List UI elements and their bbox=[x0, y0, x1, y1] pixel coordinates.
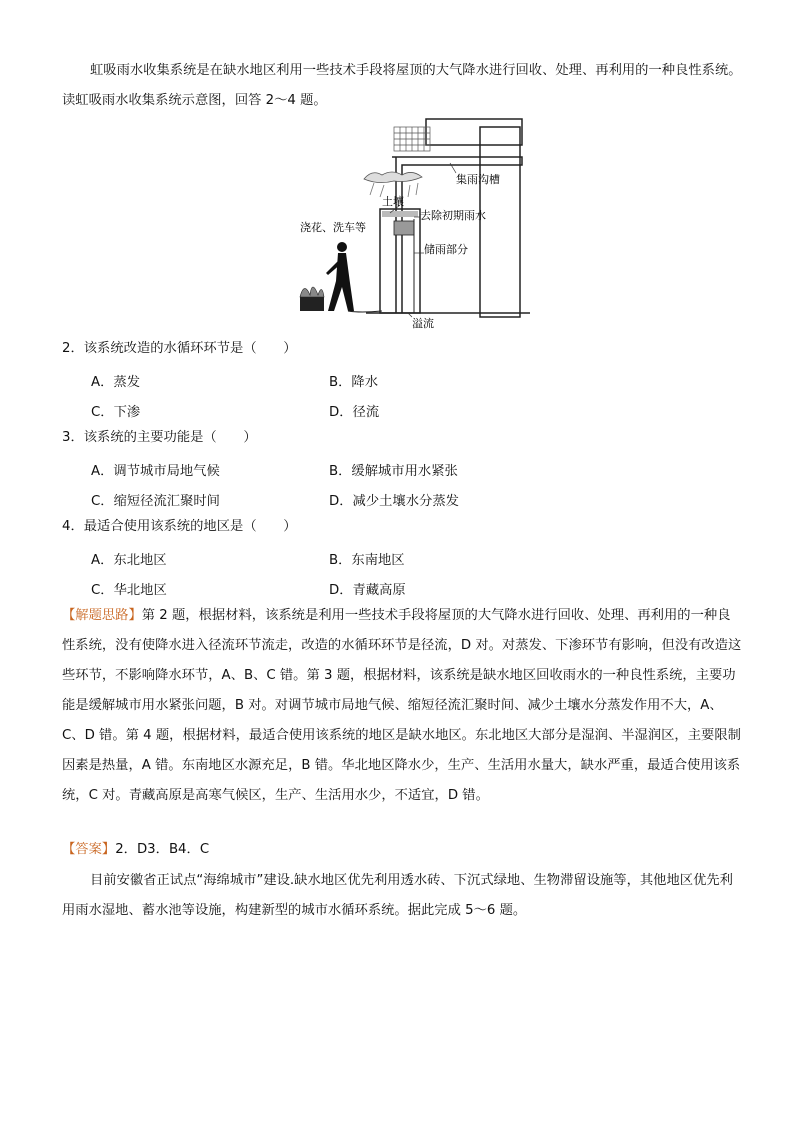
soil-layer bbox=[382, 211, 418, 217]
q2-option-b: B．降水 bbox=[329, 375, 379, 390]
answer-line bbox=[62, 835, 209, 865]
q4-option-b: B．东南地区 bbox=[329, 553, 405, 568]
label-soil: 土壤 bbox=[382, 195, 404, 208]
label-watering: 浇花、洗车等 bbox=[300, 221, 366, 234]
answer-label: 【答案】 bbox=[62, 842, 116, 857]
parapet bbox=[426, 119, 522, 145]
q3-option-a: A．调节城市局地气候 bbox=[91, 464, 220, 479]
roof-grid bbox=[394, 127, 430, 151]
q2-option-a: A．蒸发 bbox=[91, 375, 140, 390]
q3-option-b: B．缓解城市用水紧张 bbox=[329, 464, 458, 479]
flower-pot bbox=[300, 287, 324, 311]
q4-option-a: A．东北地区 bbox=[91, 553, 167, 568]
question-4-stem: 4．最适合使用该系统的地区是（ ） bbox=[62, 519, 297, 534]
rainwater-system-figure bbox=[290, 113, 550, 333]
label-gutter: 集雨沟槽 bbox=[456, 173, 500, 186]
q2-option-c: C．下渗 bbox=[91, 405, 141, 420]
q4-option-c: C．华北地区 bbox=[91, 583, 167, 598]
rain-gutter bbox=[392, 157, 522, 167]
intro2-paragraph: 目前安徽省正试点“海绵城市”建设.缺水地区优先利用透水砖、下沉式绿地、生物滞留设施等，其他地区优先利用雨水湿地、蓄水池等设施，构建新型的城市水循环系统。据此完成 5～6 题。 bbox=[62, 873, 733, 918]
label-first-flush: 去除初期雨水 bbox=[420, 209, 486, 222]
filter-box bbox=[394, 221, 414, 235]
q4-option-d: D．青藏高原 bbox=[329, 583, 406, 598]
q3-option-d: D．减少土壤水分蒸发 bbox=[329, 494, 459, 509]
q3-option-c: C．缩短径流汇聚时间 bbox=[91, 494, 220, 509]
q2-option-d: D．径流 bbox=[329, 405, 380, 420]
question-2-stem: 2．该系统改造的水循环环节是（ ） bbox=[62, 341, 297, 356]
question-3-stem: 3．该系统的主要功能是（ ） bbox=[62, 430, 257, 445]
analysis-label: 【解题思路】 bbox=[62, 608, 142, 623]
answer-text: 2．D3．B4．C bbox=[115, 842, 210, 857]
water-hose bbox=[348, 311, 382, 312]
analysis-text: 第 2 题，根据材料，该系统是利用一些技术手段将屋顶的大气降水进行回收、处理、再利用的一种良性系统，没有使降水进入径流环节流走，改造的水循环环节是径流，D 对。对蒸发、下渗环节有影响，但没有改造这些环节，不影响降水环节，A、B、C 错。第 3 题，根据材料，该系统是缺水地区回收雨水的一种良性系统，主要功能是缓解城市用水紧张问题，B 对。对调节城市局地气候、缩短径流汇聚时间、减少土壤水分蒸发作用不大，A、C、D 错。第 4 题，根据材料，最适合使用该系统的地区是缺水地区。东北地区大部分是湿润、半湿润区，主要限制因素是热量，A 错。东南地区水源充足，B 错。华北地区降水少，生产、生活用水量大，缺水严重，最适合使用该系统，C 对。青藏高原是高寒气候区，生产、生活用水少，不适宜，D 错。 bbox=[62, 608, 742, 803]
analysis-paragraph bbox=[62, 601, 742, 811]
building-wall bbox=[480, 127, 520, 317]
label-overflow: 溢流 bbox=[412, 317, 434, 330]
person-watering bbox=[326, 242, 354, 311]
intro-paragraph: 虹吸雨水收集系统是在缺水地区利用一些技术手段将屋顶的大气降水进行回收、处理、再利用的一种良性系统。读虹吸雨水收集系统示意图，回答 2～4 题。 bbox=[62, 63, 742, 108]
rain-cloud bbox=[364, 172, 422, 183]
label-storage: 储雨部分 bbox=[424, 243, 468, 256]
